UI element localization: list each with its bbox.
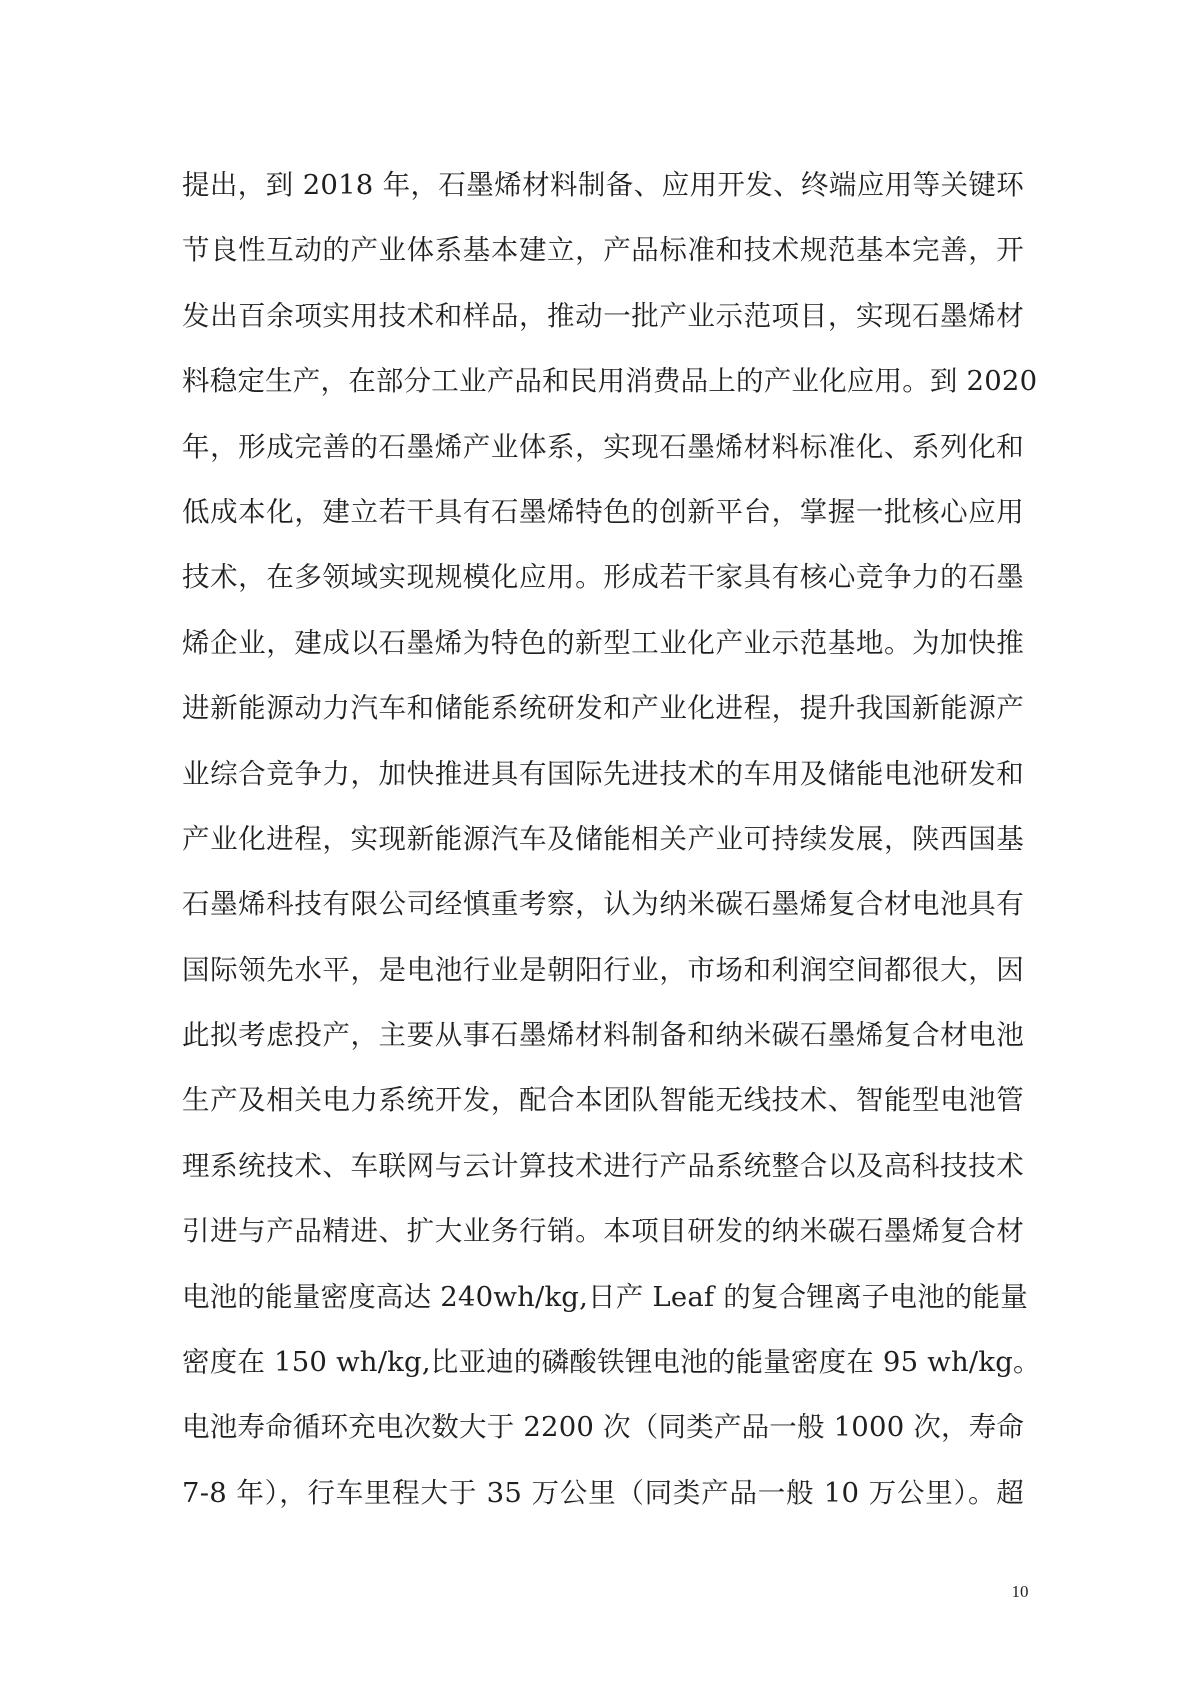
- text-line: 国际领先水平，是电池行业是朝阳行业，市场和利润空间都很大，因: [182, 953, 1024, 986]
- text-line: 电池寿命循环充电次数大于 2200 次（同类产品一般 1000 次，寿命: [182, 1411, 1025, 1444]
- page-number: 10: [1011, 1582, 1029, 1601]
- text-line: 技术，在多领域实现规模化应用。形成若干家具有核心竞争力的石墨: [182, 561, 1024, 594]
- text-line: 电池的能量密度高达 240wh/kg,日产 Leaf 的复合锂离子电池的能量: [182, 1280, 1028, 1313]
- text-line: 进新能源动力汽车和储能系统研发和产业化进程，提升我国新能源产: [182, 692, 1024, 725]
- text-line: 年，形成完善的石墨烯产业体系，实现石墨烯材料标准化、系列化和: [182, 430, 1024, 463]
- text-line: 生产及相关电力系统开发，配合本团队智能无线技术、智能型电池管: [182, 1084, 1024, 1117]
- body-paragraph: [182, 160, 1041, 1533]
- text-line: 此拟考虑投产，主要从事石墨烯材料制备和纳米碳石墨烯复合材电池: [182, 1019, 1024, 1052]
- text-line: 低成本化，建立若干具有石墨烯特色的创新平台，掌握一批核心应用: [182, 495, 1024, 528]
- text-line: 节良性互动的产业体系基本建立，产品标准和技术规范基本完善，开: [182, 234, 1024, 267]
- text-line: 理系统技术、车联网与云计算技术进行产品系统整合以及高科技技术: [182, 1149, 1024, 1182]
- text-line: 烯企业，建成以石墨烯为特色的新型工业化产业示范基地。为加快推: [182, 626, 1024, 659]
- text-line: 7-8 年），行车里程大于 35 万公里（同类产品一般 10 万公里）。超: [182, 1476, 1024, 1509]
- text-line: 密度在 150 wh/kg,比亚迪的磷酸铁锂电池的能量密度在 95 wh/kg。: [182, 1346, 1041, 1379]
- text-line: 产业化进程，实现新能源汽车及储能相关产业可持续发展，陕西国基: [182, 822, 1024, 855]
- text-line: 提出，到 2018 年，石墨烯材料制备、应用开发、终端应用等关键环: [182, 169, 1024, 201]
- text-line: 引进与产品精进、扩大业务行销。本项目研发的纳米碳石墨烯复合材: [182, 1215, 1024, 1248]
- text-line: 业综合竞争力，加快推进具有国际先进技术的车用及储能电池研发和: [182, 757, 1024, 790]
- text-line: 料稳定生产，在部分工业产品和民用消费品上的产业化应用。到 2020: [182, 365, 1038, 398]
- text-line: 石墨烯科技有限公司经慎重考察，认为纳米碳石墨烯复合材电池具有: [182, 888, 1024, 921]
- text-line: 发出百余项实用技术和样品，推动一批产业示范项目，实现石墨烯材: [182, 299, 1024, 332]
